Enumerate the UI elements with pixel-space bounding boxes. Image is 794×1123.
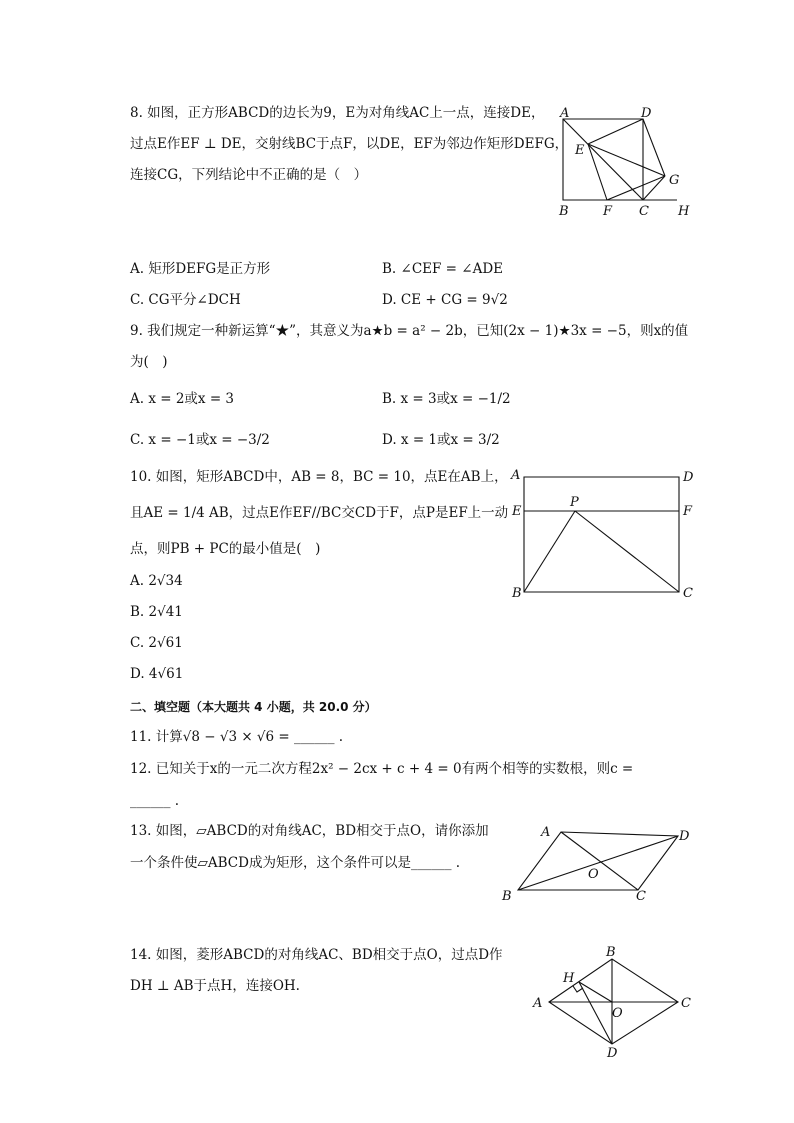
q13-line-1: 13. 如图，▱ABCD的对角线AC，BD相交于点O，请你添加 (130, 823, 489, 839)
q8-line-1: 8. 如图，正方形ABCD的边长为9，E为对角线AC上一点，连接DE， (130, 105, 545, 121)
q8-label-a: A (560, 106, 570, 121)
q10-segment-pb (524, 511, 575, 592)
q8-option-d[interactable]: D. CE + CG = 9√2 (382, 292, 508, 308)
q14-label-b: B (606, 945, 616, 960)
q8-label-g: G (669, 173, 680, 188)
q9-option-a[interactable]: A. x = 2或x = 3 (130, 391, 235, 407)
q8-label-h: H (678, 204, 690, 219)
q10-label-d: D (683, 470, 694, 485)
q8-label-e: E (575, 143, 585, 158)
q10-option-a[interactable]: A. 2√34 (130, 573, 183, 589)
q8-line-2: 过点E作EF ⊥ DE，交射线BC于点F，以DE，EF为邻边作矩形DEFG， (130, 136, 569, 152)
q8-label-b: B (559, 204, 569, 219)
q9-option-d[interactable]: D. x = 1或x = 3/2 (382, 432, 500, 448)
q13-line-2: 一个条件使▱ABCD成为矩形，这个条件可以是______ . (130, 855, 461, 871)
q8-segment-dg (643, 119, 665, 176)
q8-line-3: 连接CG，下列结论中不正确的是（ ） (130, 167, 368, 183)
q10-line-1: 10. 如图，矩形ABCD中，AB = 8，BC = 10，点E在AB上， (130, 469, 508, 485)
q8-option-c[interactable]: C. CG平分∠DCH (130, 292, 241, 308)
q14-label-h: H (563, 971, 575, 986)
q10-segment-pc (575, 511, 679, 592)
q11-line: 11. 计算√8 − √3 × √6 = ______ . (130, 729, 344, 745)
q9-line-1: 9. 我们规定一种新运算“★”，其意义为a★b = a² − 2b，已知(2x − 1)★3x = −5，则x的值 (130, 323, 689, 339)
q8-label-c: C (639, 204, 649, 219)
q13-label-b: B (502, 889, 512, 904)
section-2-title: 二、填空题（本大题共 4 小题，共 20.0 分） (130, 700, 377, 714)
q13-figure (498, 818, 703, 910)
q10-option-c[interactable]: C. 2√61 (130, 635, 183, 651)
q14-label-a: A (533, 996, 543, 1011)
q14-label-o: O (612, 1006, 623, 1021)
q10-label-b: B (512, 586, 522, 601)
q13-label-o: O (588, 867, 599, 882)
q8-segment-cg (643, 176, 665, 200)
q13-diagonal-ac (561, 832, 638, 890)
q8-option-b[interactable]: B. ∠CEF = ∠ADE (382, 261, 503, 277)
q9-option-c[interactable]: C. x = −1或x = −3/2 (130, 432, 270, 448)
q10-label-a: A (511, 468, 521, 483)
q14-figure (528, 944, 698, 1062)
q10-line-2: 且AE = 1/4 AB，过点E作EF//BC交CD于F，点P是EF上一动 (130, 505, 509, 521)
q10-rectangle (524, 477, 679, 592)
q8-segment-eg (588, 144, 665, 176)
q8-segment-gf (607, 176, 665, 200)
q8-segment-de (588, 119, 643, 144)
q10-label-f: F (683, 504, 693, 519)
q10-figure (505, 464, 705, 604)
q14-line-1: 14. 如图，菱形ABCD的对角线AC、BD相交于点O，过点D作 (130, 947, 503, 963)
q8-figure (555, 104, 695, 219)
q8-option-a[interactable]: A. 矩形DEFG是正方形 (130, 261, 271, 277)
q13-label-d: D (679, 829, 690, 844)
q8-label-d: D (641, 106, 652, 121)
q13-label-a: A (541, 825, 551, 840)
q12-line-1: 12. 已知关于x的一元二次方程2x² − 2cx + c + 4 = 0有两个相等的实数根，则c = (130, 761, 634, 777)
q14-label-c: C (681, 996, 691, 1011)
q10-option-d[interactable]: D. 4√61 (130, 666, 184, 682)
q12-line-2: ______ . (130, 793, 180, 809)
q8-segment-ef (588, 144, 607, 200)
q14-label-d: D (607, 1046, 618, 1061)
q9-line-2: 为( ) (130, 354, 168, 370)
q9-option-b[interactable]: B. x = 3或x = −1/2 (382, 391, 511, 407)
q10-option-b[interactable]: B. 2√41 (130, 604, 183, 620)
q10-label-c: C (683, 586, 693, 601)
q8-label-f: F (603, 204, 613, 219)
q10-line-3: 点，则PB + PC的最小值是( ) (130, 541, 321, 557)
q10-label-e: E (512, 504, 522, 519)
q10-label-p: P (570, 495, 579, 510)
q13-label-c: C (636, 889, 646, 904)
q14-line-2: DH ⊥ AB于点H，连接OH. (130, 978, 300, 994)
q14-segment-dh (579, 982, 612, 1044)
